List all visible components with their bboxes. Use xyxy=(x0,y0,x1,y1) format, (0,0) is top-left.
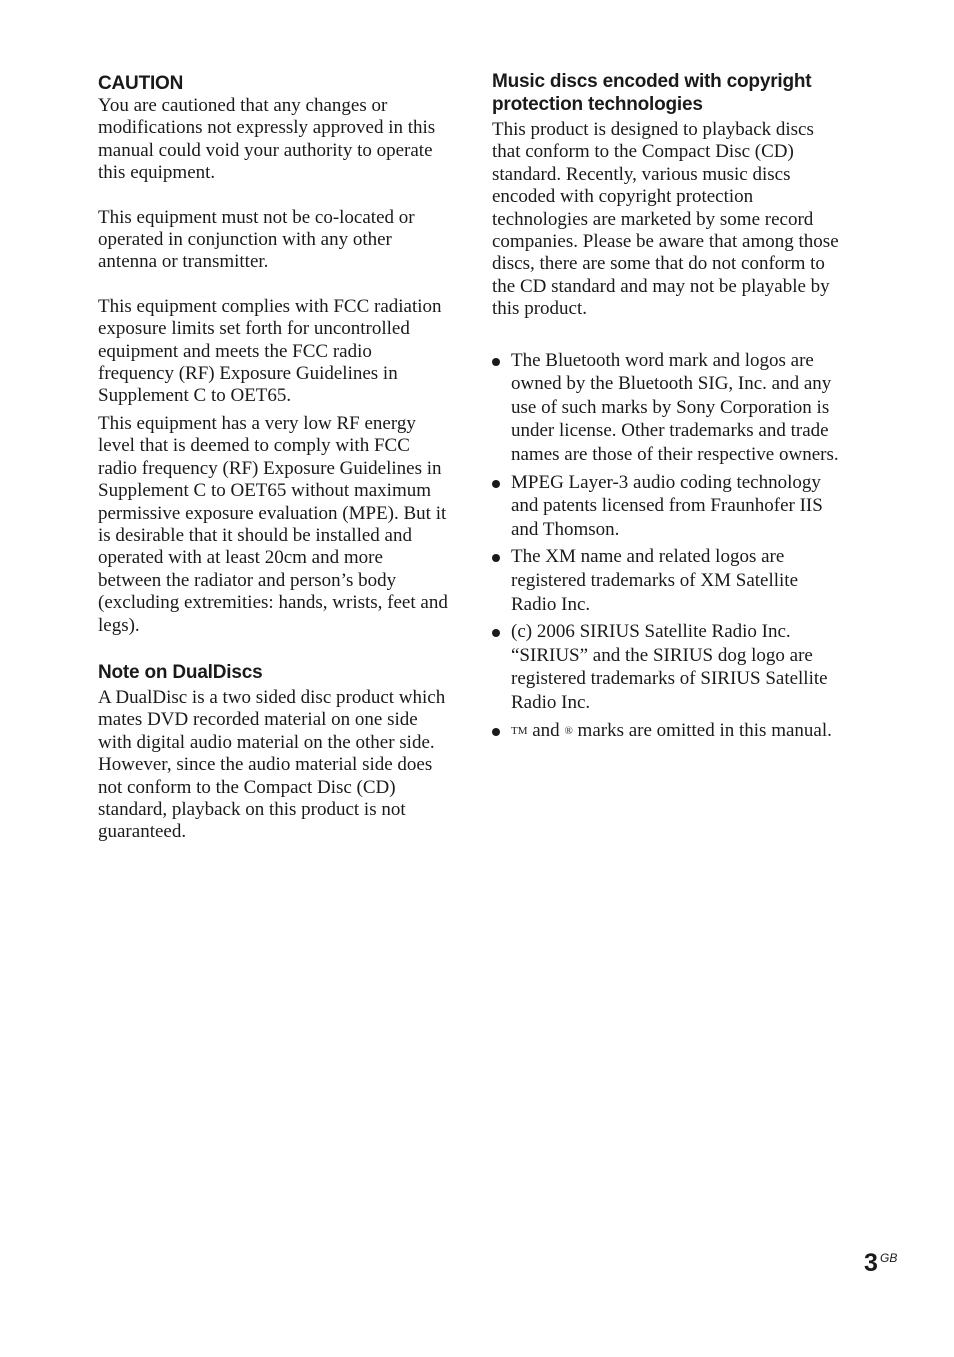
trademark-item xyxy=(492,545,842,616)
caution-heading: CAUTION xyxy=(98,73,184,94)
copyright-paragraph: This product is designed to playback discs that conform to the Compact Disc (CD) standard. Recently, various music discs encoded with copyright protection technologies are marketed by some record companies. Please be aware that among those discs, there are some that do not conform to the CD standard and may not be playable by this product. xyxy=(492,119,839,320)
copyright-heading: Music discs encoded with copyright protection technologies xyxy=(492,71,812,115)
trademark-text: The XM name and related logos are registered trademarks of XM Satellite Radio Inc. xyxy=(511,546,799,615)
bullet-icon xyxy=(492,554,500,562)
page-language-suffix: GB xyxy=(880,1251,898,1265)
copyright-section xyxy=(492,70,842,321)
trademark-text: (c) 2006 SIRIUS Satellite Radio Inc. “SIRIUS” and the SIRIUS dog logo are registered trademarks of SIRIUS Satellite Radio Inc. xyxy=(511,621,828,713)
dualdisc-paragraph: A DualDisc is a two sided disc product which mates DVD recorded material on one side with digital audio material on the other side. However, since the audio material side does not conform to the Compact Disc (CD) standard, playback on this product is not guaranteed. xyxy=(98,686,446,843)
caution-paragraph: You are cautioned that any changes or modifications not expressly approved in this manual could void your authority to operate this equipment. xyxy=(98,95,436,184)
caution-paragraph: This equipment must not be co-located or operated in conjunction with any other antenna or transmitter. xyxy=(98,206,415,273)
page-number: 3 xyxy=(864,1249,878,1277)
right-column xyxy=(492,70,842,746)
bullet-icon xyxy=(492,728,500,736)
marks-and: and xyxy=(527,719,565,741)
trademark-item xyxy=(492,349,842,467)
dualdisc-heading: Note on DualDiscs xyxy=(98,661,263,683)
trademark-list xyxy=(492,349,842,743)
caution-paragraph: This equipment has a very low RF energy level that is deemed to comply with FCC radio frequency (RF) Exposure Guidelines in Supplement C to OET65 without maximum permissive exposure evaluation (MPE). But it is desirable that it should be installed and operated with at least 20cm and more between the radiator and person’s body (excluding extremities: hands, wrists, feet and legs). xyxy=(98,412,448,636)
caution-paragraph: This equipment complies with FCC radiation exposure limits set forth for uncontrolled equipment and meets the FCC radio frequency (RF) Exposure Guidelines in Supplement C to OET65. xyxy=(98,295,442,407)
trademark-item xyxy=(492,620,842,714)
bullet-icon xyxy=(492,629,500,637)
marks-note-text: marks are omitted in this manual. xyxy=(572,719,832,741)
dualdisc-section xyxy=(98,661,450,844)
trademark-item xyxy=(492,719,842,743)
bullet-icon xyxy=(492,480,500,488)
trademark-text: MPEG Layer-3 audio coding technology and patents licensed from Fraunhofer IIS and Thomson. xyxy=(511,471,823,540)
registered-symbol: ® xyxy=(564,724,573,737)
left-column xyxy=(98,70,450,844)
trademark-symbol: TM xyxy=(511,724,528,737)
bullet-icon xyxy=(492,358,500,366)
trademark-item xyxy=(492,471,842,542)
caution-section xyxy=(98,72,450,637)
trademark-text: The Bluetooth word mark and logos are owned by the Bluetooth SIG, Inc. and any use of such marks by Sony Corporation is under license. Other trademarks and trade names are those of their respective owners. xyxy=(511,349,839,466)
